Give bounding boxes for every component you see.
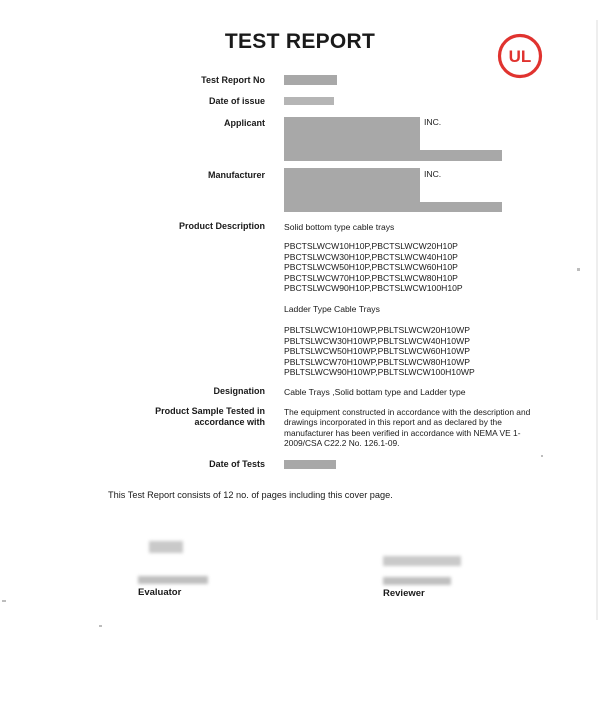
ladder-heading: Ladder Type Cable Trays xyxy=(284,304,380,314)
ladder-model-line: PBLTSLWCW70H10WP,PBLTSLWCW80H10WP xyxy=(284,356,470,367)
solid-model-line: PBCTSLWCW10H10P,PBCTSLWCW20H10P xyxy=(284,241,458,251)
evaluator-signature-blurred xyxy=(149,541,183,553)
applicant-redacted-1 xyxy=(284,117,420,127)
manufacturer-redacted-1 xyxy=(284,168,420,180)
product-label: Product Description xyxy=(178,221,265,231)
ladder-model-line: PBLTSLWCW10H10WP,PBLTSLWCW20H10WP xyxy=(284,325,470,335)
manufacturer-label: Manufacturer xyxy=(207,170,265,180)
applicant-suffix: INC. xyxy=(424,117,442,127)
reviewer-signature-blurred xyxy=(383,556,461,566)
evaluator-label: Evaluator xyxy=(138,587,182,598)
report-no-label: Test Report No xyxy=(201,75,265,85)
scan-speck xyxy=(2,600,6,602)
solid-model-line: PBCTSLWCW90H10P,PBCTSLWCW100H10P xyxy=(284,283,463,293)
ladder-model-line: PBLTSLWCW50H10WP,PBLTSLWCW60H10WP xyxy=(284,346,470,356)
report-no-redacted xyxy=(284,75,337,85)
manufacturer-redacted-3 xyxy=(284,202,502,212)
ladder-model-line: PBLTSLWCW30H10WP,PBLTSLWCW40H10WP xyxy=(284,335,470,346)
scan-speck xyxy=(541,455,543,457)
sample-label-line-2: accordance with xyxy=(194,417,265,427)
date-issue-label: Date of issue xyxy=(208,96,265,106)
ul-logo-text: UL xyxy=(508,47,532,66)
page-title: TEST REPORT xyxy=(224,30,376,53)
reviewer-label: Reviewer xyxy=(383,588,425,599)
manufacturer-redacted-2 xyxy=(284,180,420,202)
date-issue-redacted xyxy=(284,97,334,105)
scan-edge xyxy=(596,20,598,620)
solid-model-line: PBCTSLWCW50H10P,PBCTSLWCW60H10P xyxy=(284,262,458,272)
date-tests-label: Date of Tests xyxy=(209,459,265,469)
sample-label xyxy=(155,406,265,428)
solid-model-line: PBCTSLWCW70H10P,PBCTSLWCW80H10P xyxy=(284,272,458,283)
sample-label-line-1: Product Sample Tested in xyxy=(155,406,265,416)
scan-speck xyxy=(99,625,102,627)
ul-logo-icon xyxy=(497,33,543,79)
sample-text: The equipment constructed in accordance with the description and drawings incorporated in this report and as declared by the manufacturer has been verified in accordance with NEMA VE 1-2009/CSA C22.2 No. 126.1-09. xyxy=(284,407,531,449)
designation-value: Cable Trays ,Solid bottam type and Ladder type xyxy=(284,387,466,397)
solid-model-line: PBCTSLWCW30H10P,PBCTSLWCW40H10P xyxy=(284,251,458,262)
applicant-redacted-2 xyxy=(284,127,420,150)
solid-heading: Solid bottom type cable trays xyxy=(284,222,395,232)
date-tests-redacted xyxy=(284,460,336,469)
evaluator-name-blurred xyxy=(138,576,208,584)
applicant-label: Applicant xyxy=(223,118,265,128)
manufacturer-suffix: INC. xyxy=(424,169,442,179)
scan-speck xyxy=(577,268,580,271)
ladder-model-line: PBLTSLWCW90H10WP,PBLTSLWCW100H10WP xyxy=(284,367,475,377)
page-count-statement: This Test Report consists of 12 no. of pages including this cover page. xyxy=(108,490,393,500)
applicant-redacted-3 xyxy=(284,150,502,161)
reviewer-name-blurred xyxy=(383,577,451,585)
designation-label: Designation xyxy=(213,386,265,396)
